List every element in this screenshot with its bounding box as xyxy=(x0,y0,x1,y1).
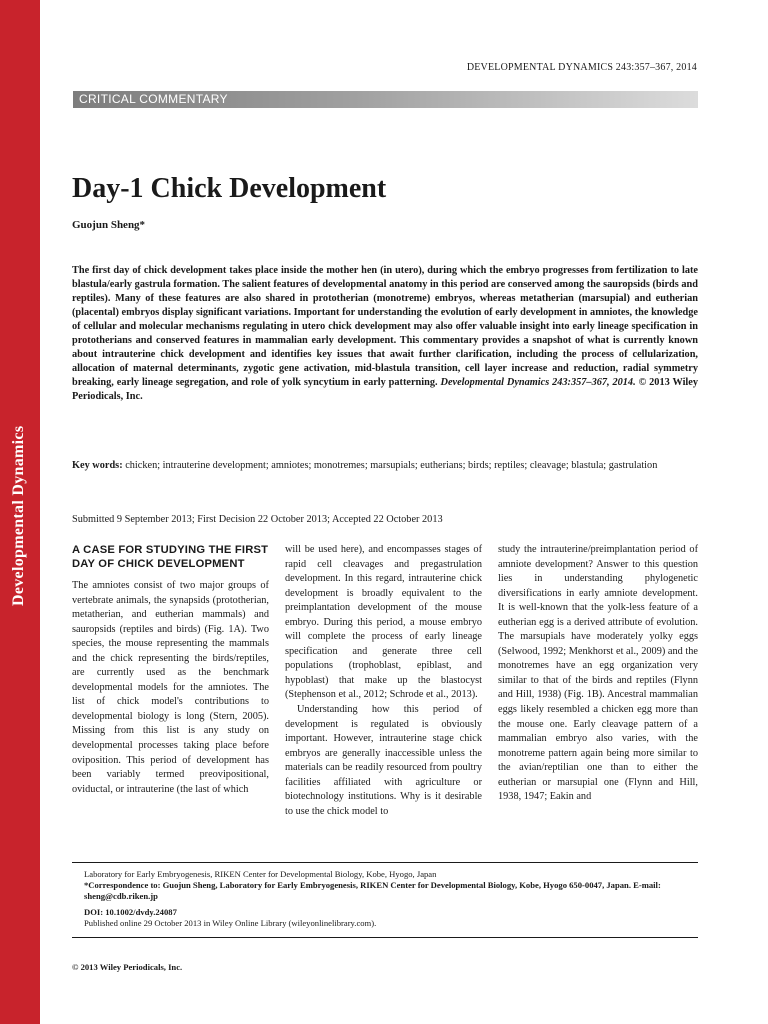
journal-citation-header: DEVELOPMENTAL DYNAMICS 243:357–367, 2014 xyxy=(466,62,697,73)
abstract xyxy=(72,264,698,404)
body-column-1 xyxy=(72,543,269,797)
abstract-citation: Developmental Dynamics 243:357–367, 2014. xyxy=(440,377,636,389)
journal-sidebar xyxy=(0,0,40,1024)
abstract-text: The first day of chick development takes place inside the mother hen (in utero), during which the embryo progresses from fertilization to late blastula/early gastrula formation. The salient features of developmental anatomy in this period are conserved among the sauropsids (birds and reptiles). Many of these features are also shared in prototherian (monotreme) embryos, whereas metatherian (marsupial) and eutherian (placental) embryos display significant variations. Important for understanding the evolution of early development in amniotes, the knowledge of cellular and molecular mechanisms regulating in utero chick development may also offer valuable insight into early lineage specification in prototherians and conserved features in mammalian early development. This commentary provides a snapshot of what is currently known about intrauterine chick development and identifies key issues that await further clarification, including the process of cellularization, allocation of maternal determinants, zygotic gene activation, mid-blastula transition, cell layer increase and reduction, radial symmetry breaking, early lineage segregation, and role of yolk syncytium in early patterning. xyxy=(72,265,698,389)
section-banner-label: CRITICAL COMMENTARY xyxy=(79,92,228,106)
keywords-label: Key words: xyxy=(72,460,123,471)
doi: DOI: 10.1002/dvdy.24087 xyxy=(84,906,177,917)
body-column-2 xyxy=(285,543,482,819)
keywords-text: chicken; intrauterine development; amniotes; monotremes; marsupials; eutherians; birds; reptiles; cleavage; blastula; gastrulation xyxy=(125,460,658,471)
affiliation: Laboratory for Early Embryogenesis, RIKEN Center for Developmental Biology, Kobe, Hyogo, Japan xyxy=(84,869,437,879)
correspondence: *Correspondence to: Guojun Sheng, Laboratory for Early Embryogenesis, RIKEN Center for Developmental Biology, Kobe, Hyogo 650-0047, Japan. E-mail: sheng@cdb.riken.jp xyxy=(84,880,661,902)
section-heading: A CASE FOR STUDYING THE FIRST DAY OF CHICK DEVELOPMENT xyxy=(72,544,269,570)
keywords xyxy=(72,459,698,474)
article-title: Day-1 Chick Development xyxy=(72,173,387,204)
article-author: Guojun Sheng* xyxy=(72,219,146,231)
body-paragraph: The amniotes consist of two major groups of vertebrate animals, the synapsids (prototherian, metatherian, and eutherian mammals) and sauropsids (reptiles and birds) (Fig. 1A). Two species, the mouse representing the mammals and the chick representing the birds/reptiles, are currently used as the benchmark developmental models for the amniotes. The list of chick model's contributions to developmental biology is long (Stern, 2005). Missing from this list is any study on developmental processes taking place before oviposition. This period of development has been variably termed preovipositional, oviductal, or intrauterine (the last of which xyxy=(72,580,269,795)
abstract-copyright: © 2013 Wiley Periodicals, Inc. xyxy=(72,377,699,403)
body-paragraph: will be used here), and encompasses stages of rapid cell cleavages and pregastrulation development. In this regard, intrauterine chick development is broadly equivalent to the preimplantation development of the mouse embryo. During this period, a mouse embryo will complete the process of early lineage specification and generate three cell populations (trophoblast, epiblast, and hypoblast) that make up the blastocyst (Stephenson et al., 2012; Schrode et al., 2013). xyxy=(285,544,482,701)
affiliation-box xyxy=(72,862,698,938)
sidebar-journal-name: Developmental Dynamics xyxy=(10,425,27,606)
section-banner xyxy=(73,91,698,108)
submission-dates: Submitted 9 September 2013; First Decision 22 October 2013; Accepted 22 October 2013 xyxy=(72,514,443,525)
body-paragraph: study the intrauterine/preimplantation period of amniote development? Answer to this question lies in understanding phylogenetic diversifications in early amniote development. It is well-known that the yolk-less feature of a eutherian egg is a derived attribute of evolution. The marsupials have moderately yolky eggs (Selwood, 1992; Menkhorst et al., 2009) and the monotremes have an egg organization very similar to that of the birds and reptiles (Flynn and Hill, 1938) (Fig. 1B). Ancestral mammalian eggs likely resembled a chicken egg more than the mouse one. Early cleavage pattern of a mammalian embryo also varies, with the monotreme pattern again being more similar to the avian/reptilian one than to either the eutherian or marsupial one (Flynn and Hill, 1938, 1947; Eakin and xyxy=(498,544,698,803)
published-online: Published online 29 October 2013 in Wiley Online Library (wileyonlinelibrary.com). xyxy=(84,917,377,928)
body-paragraph: Understanding how this period of development is regulated is obviously important. However, intrauterine stage chick embryos are generally inaccessible unless the materials can be readily resourced from poultry facilities affiliated with agriculture or biotechnology institutions. Why is it desirable to use the chick model to xyxy=(285,704,482,817)
body-column-3 xyxy=(498,543,698,805)
footer-copyright: © 2013 Wiley Periodicals, Inc. xyxy=(72,962,183,972)
